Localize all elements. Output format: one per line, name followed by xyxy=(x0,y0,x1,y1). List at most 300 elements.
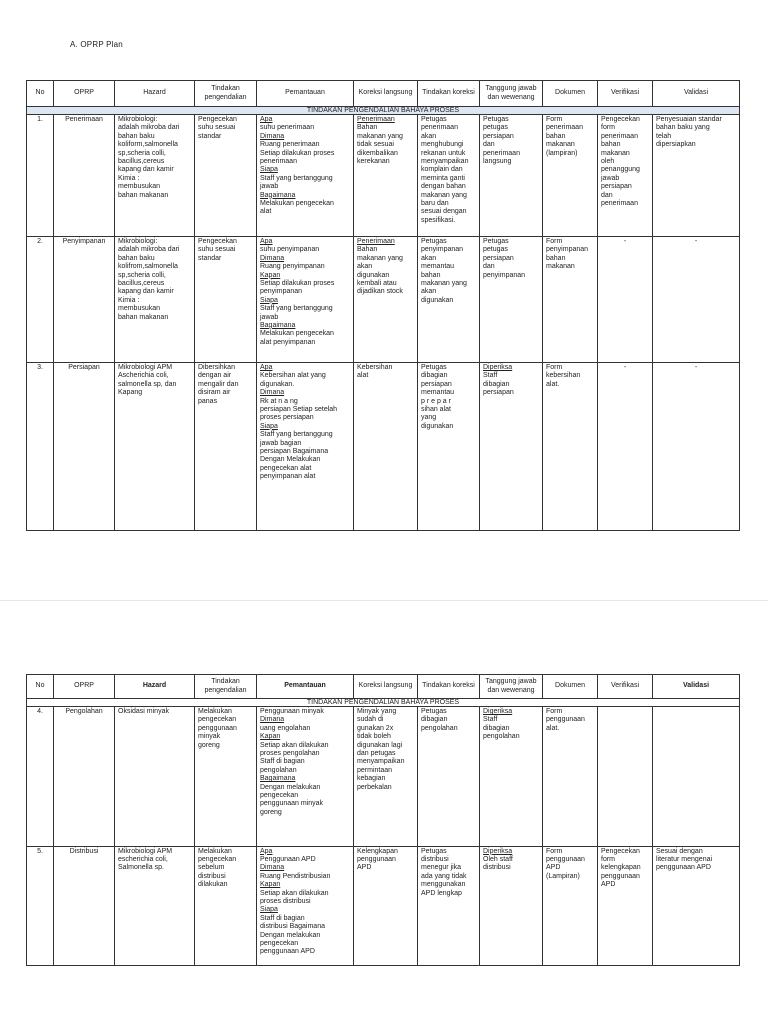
cell-text: goreng xyxy=(198,741,220,749)
cell-tindakan xyxy=(195,707,257,847)
cell-text: digunakan xyxy=(357,271,390,279)
cell-text: Kapan xyxy=(260,271,281,279)
cell-dokumen xyxy=(543,115,598,237)
cell-koreksi xyxy=(354,363,418,531)
cell-text: suhu sesuai xyxy=(198,246,236,254)
cell-pemantauan xyxy=(257,115,354,237)
cell-text: bahan xyxy=(421,271,441,279)
cell-text: p r e p a r xyxy=(421,397,451,405)
cell-text: Pengecekan xyxy=(601,847,640,855)
cell-text: Melakukan xyxy=(198,708,232,715)
col-header-tindakan-koreksi: Tindakan koreksi xyxy=(418,675,480,699)
cell-text: penyimpanan xyxy=(421,246,464,254)
cell-text: Apa xyxy=(260,238,273,245)
cell-text: dibagian xyxy=(421,372,448,380)
cell-text: menggunakan xyxy=(421,881,466,889)
cell-text: uang engolahan xyxy=(260,724,311,732)
table-row xyxy=(27,707,740,847)
cell-text: dan xyxy=(483,141,495,149)
cell-text: - xyxy=(694,364,698,371)
page-break xyxy=(0,600,768,629)
cell-text: Kebersihan xyxy=(357,364,393,371)
col-header-tindakan-pengendalian: Tindakan pengendalian xyxy=(195,675,257,699)
section-row xyxy=(27,699,740,707)
cell-text: Bagaimana xyxy=(260,191,296,199)
cell-no: 4. xyxy=(27,707,54,847)
cell-tindakan xyxy=(195,237,257,363)
cell-text: penerimaan xyxy=(601,132,638,140)
cell-verifikasi xyxy=(598,707,653,847)
col-header-no: No xyxy=(27,81,54,107)
col-header-pemantauan: Pemantauan xyxy=(257,675,354,699)
cell-text: tidak sesuai xyxy=(357,141,394,149)
cell-text: pengolahan xyxy=(260,766,297,774)
cell-text: komplain dan xyxy=(421,166,463,174)
cell-tanggung-jawab xyxy=(480,363,543,531)
cell-text: Kelengkapan xyxy=(357,847,398,855)
cell-text: Melakukan xyxy=(198,847,232,855)
cell-text: jawab xyxy=(260,183,279,191)
cell-text: Mikrobiologi: xyxy=(118,116,158,123)
cell-text: Form xyxy=(546,847,563,855)
cell-text: memantau xyxy=(421,389,455,397)
col-header-tindakan-koreksi: Tindakan koreksi xyxy=(418,81,480,107)
cell-text: - xyxy=(694,238,698,245)
col-header-koreksi-langsung: Koreksi langsung xyxy=(354,81,418,107)
cell-text: mengalir dan xyxy=(198,380,239,388)
cell-text: penerimaan xyxy=(483,149,520,157)
cell-text: dilakukan xyxy=(198,881,228,889)
cell-text: makanan yang xyxy=(421,279,467,287)
cell-text: penyimpanan xyxy=(260,288,303,296)
cell-text: literatur mengenai xyxy=(656,856,713,863)
cell-text: Mikrobiologi: xyxy=(118,238,158,245)
cell-text: koliform,salmonella xyxy=(118,141,178,149)
cell-text: persiapan xyxy=(421,380,452,388)
cell-text: APD xyxy=(357,864,372,872)
cell-text: membusukan xyxy=(118,183,161,191)
cell-text: meminta ganti xyxy=(421,174,465,182)
cell-text: distribusi xyxy=(421,856,449,863)
cell-text: petugas xyxy=(483,246,508,254)
cell-text: Petugas xyxy=(421,364,447,371)
cell-text: persiapan Bagaimana xyxy=(260,447,329,455)
cell-tindakan xyxy=(195,363,257,531)
cell-text: distribusi xyxy=(198,872,226,880)
cell-text: bahan xyxy=(601,141,621,149)
cell-text: Bahan xyxy=(357,246,378,254)
col-header-validasi: Validasi xyxy=(653,675,740,699)
cell-text: sp,scheria colli, xyxy=(118,271,166,279)
cell-tindakan xyxy=(195,115,257,237)
cell-text: pengolahan xyxy=(483,733,520,741)
cell-text: penggunaan xyxy=(198,724,237,732)
cell-text: bahan makanan xyxy=(118,191,169,199)
cell-text: digunakan lagi xyxy=(357,741,403,749)
cell-text: rekanan untuk xyxy=(421,149,466,157)
cell-text: Siapa xyxy=(260,906,278,914)
document-title: A. OPRP Plan xyxy=(70,40,123,49)
cell-text: Dimana xyxy=(260,716,285,724)
cell-text: Salmonella sp. xyxy=(118,864,164,872)
cell-text: kelengkapan xyxy=(601,864,641,872)
table-row xyxy=(27,237,740,363)
cell-text: standar xyxy=(198,132,222,140)
cell-text: Apa xyxy=(260,364,273,371)
cell-oprp: Penyimpanan xyxy=(54,237,115,363)
cell-text: penyimpanan alat xyxy=(260,473,316,481)
oprp-plan-table-2 xyxy=(26,674,740,966)
cell-text: kerekanan xyxy=(357,157,390,165)
cell-text: penyimpanan xyxy=(483,271,526,279)
cell-text: jawab bagian xyxy=(260,439,302,447)
cell-text: Bahan xyxy=(357,124,378,132)
cell-text: disiram air xyxy=(198,389,231,397)
cell-text: pengecekan xyxy=(260,791,299,799)
cell-text: Apa xyxy=(260,116,273,123)
cell-koreksi xyxy=(354,237,418,363)
cell-text: dibagian xyxy=(483,724,510,732)
cell-text: alat xyxy=(357,372,369,380)
cell-text: Bagaimana xyxy=(260,775,296,783)
cell-text: Setiap dilakukan proses xyxy=(260,279,335,287)
cell-text: Mikrobiologi APM xyxy=(118,847,173,855)
cell-text: dan petugas xyxy=(357,749,396,757)
col-header-tindakan-pengendalian: Tindakan pengendalian xyxy=(195,81,257,107)
cell-validasi xyxy=(653,846,740,965)
cell-text: persiapan Setiap setelah xyxy=(260,405,338,413)
cell-text: adalah mikroba dari xyxy=(118,246,180,254)
cell-text: Form xyxy=(546,364,563,371)
cell-verifikasi xyxy=(598,115,653,237)
cell-koreksi xyxy=(354,115,418,237)
cell-text: petugas xyxy=(483,124,508,132)
cell-text: oleh xyxy=(601,157,615,165)
cell-text: kapang dan kamir xyxy=(118,166,174,174)
cell-text: bacillus,cereus xyxy=(118,279,165,287)
cell-text: Penerimaan xyxy=(357,116,395,123)
cell-text: alat. xyxy=(546,724,560,732)
cell-tanggung-jawab xyxy=(480,846,543,965)
cell-text: Form xyxy=(546,708,563,715)
cell-verifikasi xyxy=(598,237,653,363)
cell-text: pengecekan alat xyxy=(260,464,312,472)
col-header-dokumen: Dokumen xyxy=(543,81,598,107)
table-header-row xyxy=(27,81,740,107)
cell-hazard xyxy=(115,707,195,847)
cell-text: Staff xyxy=(483,716,498,724)
cell-text: Petugas xyxy=(421,238,447,245)
cell-hazard xyxy=(115,846,195,965)
col-header-hazard: Hazard xyxy=(115,81,195,107)
col-header-pemantauan: Pemantauan xyxy=(257,81,354,107)
cell-text: Pengecekan xyxy=(198,116,237,123)
cell-text: Pengecekan xyxy=(198,238,237,245)
cell-text: escherichia coli, xyxy=(118,856,168,863)
cell-text: bahan xyxy=(546,254,566,262)
cell-text: penanggung xyxy=(601,166,640,174)
col-header-tanggung-jawab: Tanggung jawab dan wewenang xyxy=(480,675,543,699)
cell-text: bahan baku xyxy=(118,254,155,262)
cell-text: proses distribusi xyxy=(260,897,311,905)
cell-text: Petugas xyxy=(483,116,509,123)
cell-text: jawab xyxy=(601,174,620,182)
cell-text: pengecekan xyxy=(198,856,237,863)
cell-tindakan-koreksi xyxy=(418,363,480,531)
document-page-2 xyxy=(0,628,768,1024)
cell-validasi xyxy=(653,237,740,363)
cell-text: makanan yang xyxy=(357,254,403,262)
cell-text: makanan xyxy=(601,149,630,157)
cell-text: Kapan xyxy=(260,881,281,889)
cell-text: (Lampiran) xyxy=(546,872,580,880)
cell-text: persiapan xyxy=(483,389,514,397)
cell-validasi xyxy=(653,707,740,847)
cell-text: penerimaan xyxy=(421,124,458,132)
cell-text: Kimia : xyxy=(118,174,140,182)
cell-no: 3. xyxy=(27,363,54,531)
cell-text: Dimana xyxy=(260,389,285,397)
cell-text: penerimaan xyxy=(260,157,297,165)
cell-text: bahan xyxy=(546,132,566,140)
cell-text: penggunaan APD xyxy=(656,864,711,872)
cell-text: menyampaikan xyxy=(421,157,469,165)
cell-text: Kebersihan alat yang xyxy=(260,372,326,380)
cell-tindakan xyxy=(195,846,257,965)
cell-text: Diperiksa xyxy=(483,364,513,371)
cell-text: kapang dan kamir xyxy=(118,288,174,296)
table-row xyxy=(27,363,740,531)
cell-text: dibagian xyxy=(421,716,448,724)
cell-text: Kapan xyxy=(260,733,281,741)
cell-text: Dengan melakukan xyxy=(260,783,321,791)
cell-tindakan-koreksi xyxy=(418,846,480,965)
table-row xyxy=(27,846,740,965)
section-row xyxy=(27,107,740,115)
cell-text: persiapan xyxy=(483,254,514,262)
cell-text: makanan xyxy=(546,263,575,271)
cell-text: makanan yang xyxy=(357,132,403,140)
cell-text: tidak boleh xyxy=(357,733,391,741)
cell-text: proses pengolahan xyxy=(260,749,320,757)
cell-oprp: Distribusi xyxy=(54,846,115,965)
cell-text: Dibersihkan xyxy=(198,364,235,371)
cell-text: distribusi Bagaimana xyxy=(260,923,325,931)
cell-text: Staff xyxy=(483,372,498,380)
cell-text: membusukan xyxy=(118,305,161,313)
cell-text: telah xyxy=(656,132,672,140)
cell-text: penggunaan minyak xyxy=(260,800,324,808)
cell-text: Ruang penerimaan xyxy=(260,141,320,149)
cell-text: dipersiapkan xyxy=(656,141,696,149)
col-header-hazard: Hazard xyxy=(115,675,195,699)
cell-dokumen xyxy=(543,237,598,363)
cell-text: kebagian xyxy=(357,775,386,783)
cell-tindakan-koreksi xyxy=(418,707,480,847)
col-header-verifikasi: Verifikasi xyxy=(598,675,653,699)
cell-text: salmonella sp, dan xyxy=(118,380,177,388)
cell-text: Penggunaan minyak xyxy=(260,708,324,715)
cell-text: Melakukan pengecekan xyxy=(260,330,334,338)
cell-text: bacillus,cereus xyxy=(118,157,165,165)
cell-text: Dimana xyxy=(260,254,285,262)
col-header-verifikasi: Verifikasi xyxy=(598,81,653,107)
cell-text: dikembalikan xyxy=(357,149,398,157)
cell-text: suhu penyimpanan xyxy=(260,246,320,254)
cell-koreksi xyxy=(354,707,418,847)
cell-text: standar xyxy=(198,254,222,262)
cell-text: Dimana xyxy=(260,132,285,140)
cell-tanggung-jawab xyxy=(480,237,543,363)
cell-text: Bagaimana xyxy=(260,321,296,329)
cell-text: Form xyxy=(546,238,563,245)
cell-text: Staff yang bertanggung xyxy=(260,174,333,182)
cell-pemantauan xyxy=(257,707,354,847)
cell-text: spesifikasi. xyxy=(421,216,456,224)
cell-oprp: Pengolahan xyxy=(54,707,115,847)
cell-text: panas xyxy=(198,397,218,405)
cell-text: Oksidasi minyak xyxy=(118,708,169,715)
cell-text: pengecekan xyxy=(198,716,237,724)
cell-text: penggunaan xyxy=(546,716,585,724)
cell-dokumen xyxy=(543,363,598,531)
cell-text: adalah mikroba dari xyxy=(118,124,180,132)
cell-pemantauan xyxy=(257,237,354,363)
cell-text: - xyxy=(623,364,627,371)
cell-text: Melakukan pengecekan xyxy=(260,199,334,207)
cell-text: sebelum xyxy=(198,864,225,872)
cell-text: penerimaan xyxy=(601,199,638,207)
cell-oprp: Penerimaan xyxy=(54,115,115,237)
col-header-koreksi-langsung: Koreksi langsung xyxy=(354,675,418,699)
cell-text: makanan xyxy=(546,141,575,149)
cell-no: 2. xyxy=(27,237,54,363)
cell-text: Form xyxy=(546,116,563,123)
cell-text: Ruang Pendistribusian xyxy=(260,872,331,880)
cell-text: ada yang tidak xyxy=(421,872,467,880)
cell-tanggung-jawab xyxy=(480,707,543,847)
cell-text: Setiap akan dilakukan xyxy=(260,889,329,897)
cell-text: dengan bahan xyxy=(421,183,466,191)
col-header-no: No xyxy=(27,675,54,699)
cell-text: perbekalan xyxy=(357,783,392,791)
cell-text: Petugas xyxy=(421,847,447,855)
cell-text: APD xyxy=(601,881,616,889)
cell-text: permintaan xyxy=(357,766,393,774)
cell-text: (lampiran) xyxy=(546,149,578,157)
cell-text: Dengan Melakukan xyxy=(260,456,321,464)
cell-pemantauan xyxy=(257,846,354,965)
cell-text: Setiap dilakukan proses xyxy=(260,149,335,157)
cell-text: Penerimaan xyxy=(357,238,395,245)
cell-text: Petugas xyxy=(421,116,447,123)
cell-text: minyak xyxy=(198,733,221,741)
cell-text: bahan baku yang xyxy=(656,124,710,132)
cell-text: Siapa xyxy=(260,166,278,174)
cell-text: akan xyxy=(421,254,437,262)
cell-text: form xyxy=(601,856,615,863)
cell-hazard xyxy=(115,363,195,531)
cell-text: Penggunaan APD xyxy=(260,856,316,863)
cell-text: distribusi xyxy=(483,864,511,872)
cell-text: bahan baku xyxy=(118,132,155,140)
cell-validasi xyxy=(653,363,740,531)
cell-text: Diperiksa xyxy=(483,847,513,855)
cell-validasi xyxy=(653,115,740,237)
cell-text: Dimana xyxy=(260,864,285,872)
cell-text: yang xyxy=(421,414,437,422)
cell-text: menegur jika xyxy=(421,864,462,872)
cell-koreksi xyxy=(354,846,418,965)
cell-text: makanan yang xyxy=(421,191,467,199)
cell-text: digunakan xyxy=(421,422,454,430)
cell-hazard xyxy=(115,237,195,363)
cell-text: dijadikan stock xyxy=(357,288,403,296)
cell-text: jawab xyxy=(260,313,279,321)
cell-text: penggunaan APD xyxy=(260,948,315,956)
cell-text: pengecekan xyxy=(260,939,299,947)
cell-text: sesuai dengan xyxy=(421,208,467,216)
cell-text: bahan makanan xyxy=(118,313,169,321)
cell-text: sudah di xyxy=(357,716,384,724)
cell-text: proses persiapan xyxy=(260,414,314,422)
cell-text: Petugas xyxy=(421,708,447,715)
cell-no: 1. xyxy=(27,115,54,237)
cell-text: APD lengkap xyxy=(421,889,462,897)
cell-text: kolifrom,salmonella xyxy=(118,263,178,271)
cell-text: baru dan xyxy=(421,199,449,207)
cell-text: Setiap akan dilakukan xyxy=(260,741,329,749)
col-header-oprp: OPRP xyxy=(54,675,115,699)
cell-tindakan-koreksi xyxy=(418,237,480,363)
table-row xyxy=(27,115,740,237)
cell-text: Apa xyxy=(260,847,273,855)
cell-text: akan xyxy=(421,132,437,140)
cell-text: APD xyxy=(546,864,561,872)
cell-text: penerimaan xyxy=(546,124,583,132)
cell-verifikasi xyxy=(598,363,653,531)
cell-text: digunakan xyxy=(421,296,454,304)
cell-verifikasi xyxy=(598,846,653,965)
cell-text: Digeriksa xyxy=(483,708,513,715)
cell-text: dibagian xyxy=(483,380,510,388)
oprp-plan-table-1 xyxy=(26,80,740,531)
cell-text: gunakan 2x xyxy=(357,724,394,732)
cell-pemantauan xyxy=(257,363,354,531)
cell-text: Staff yang bertanggung xyxy=(260,431,333,439)
col-header-validasi: Validasi xyxy=(653,81,740,107)
cell-text: dengan air xyxy=(198,372,232,380)
cell-text: Siapa xyxy=(260,296,278,304)
table-header-row xyxy=(27,675,740,699)
cell-text: menyampaikan xyxy=(357,758,405,766)
cell-text: alat. xyxy=(546,380,560,388)
cell-text: alat xyxy=(260,208,272,216)
cell-text: persiapan xyxy=(601,183,632,191)
cell-text: Penyesuaian standar xyxy=(656,116,722,123)
cell-text: Ruang penyimpanan xyxy=(260,263,325,271)
cell-text: Kimia : xyxy=(118,296,140,304)
cell-text: Oleh staff xyxy=(483,856,513,863)
cell-text: penggunaan xyxy=(357,856,396,863)
cell-text: persiapan xyxy=(483,132,514,140)
cell-text: Staff di bagian xyxy=(260,758,305,766)
cell-text: Pengecekan xyxy=(601,116,640,123)
cell-dokumen xyxy=(543,846,598,965)
cell-oprp: Persiapan xyxy=(54,363,115,531)
col-header-dokumen: Dokumen xyxy=(543,675,598,699)
cell-text: suhu sesuai xyxy=(198,124,236,132)
